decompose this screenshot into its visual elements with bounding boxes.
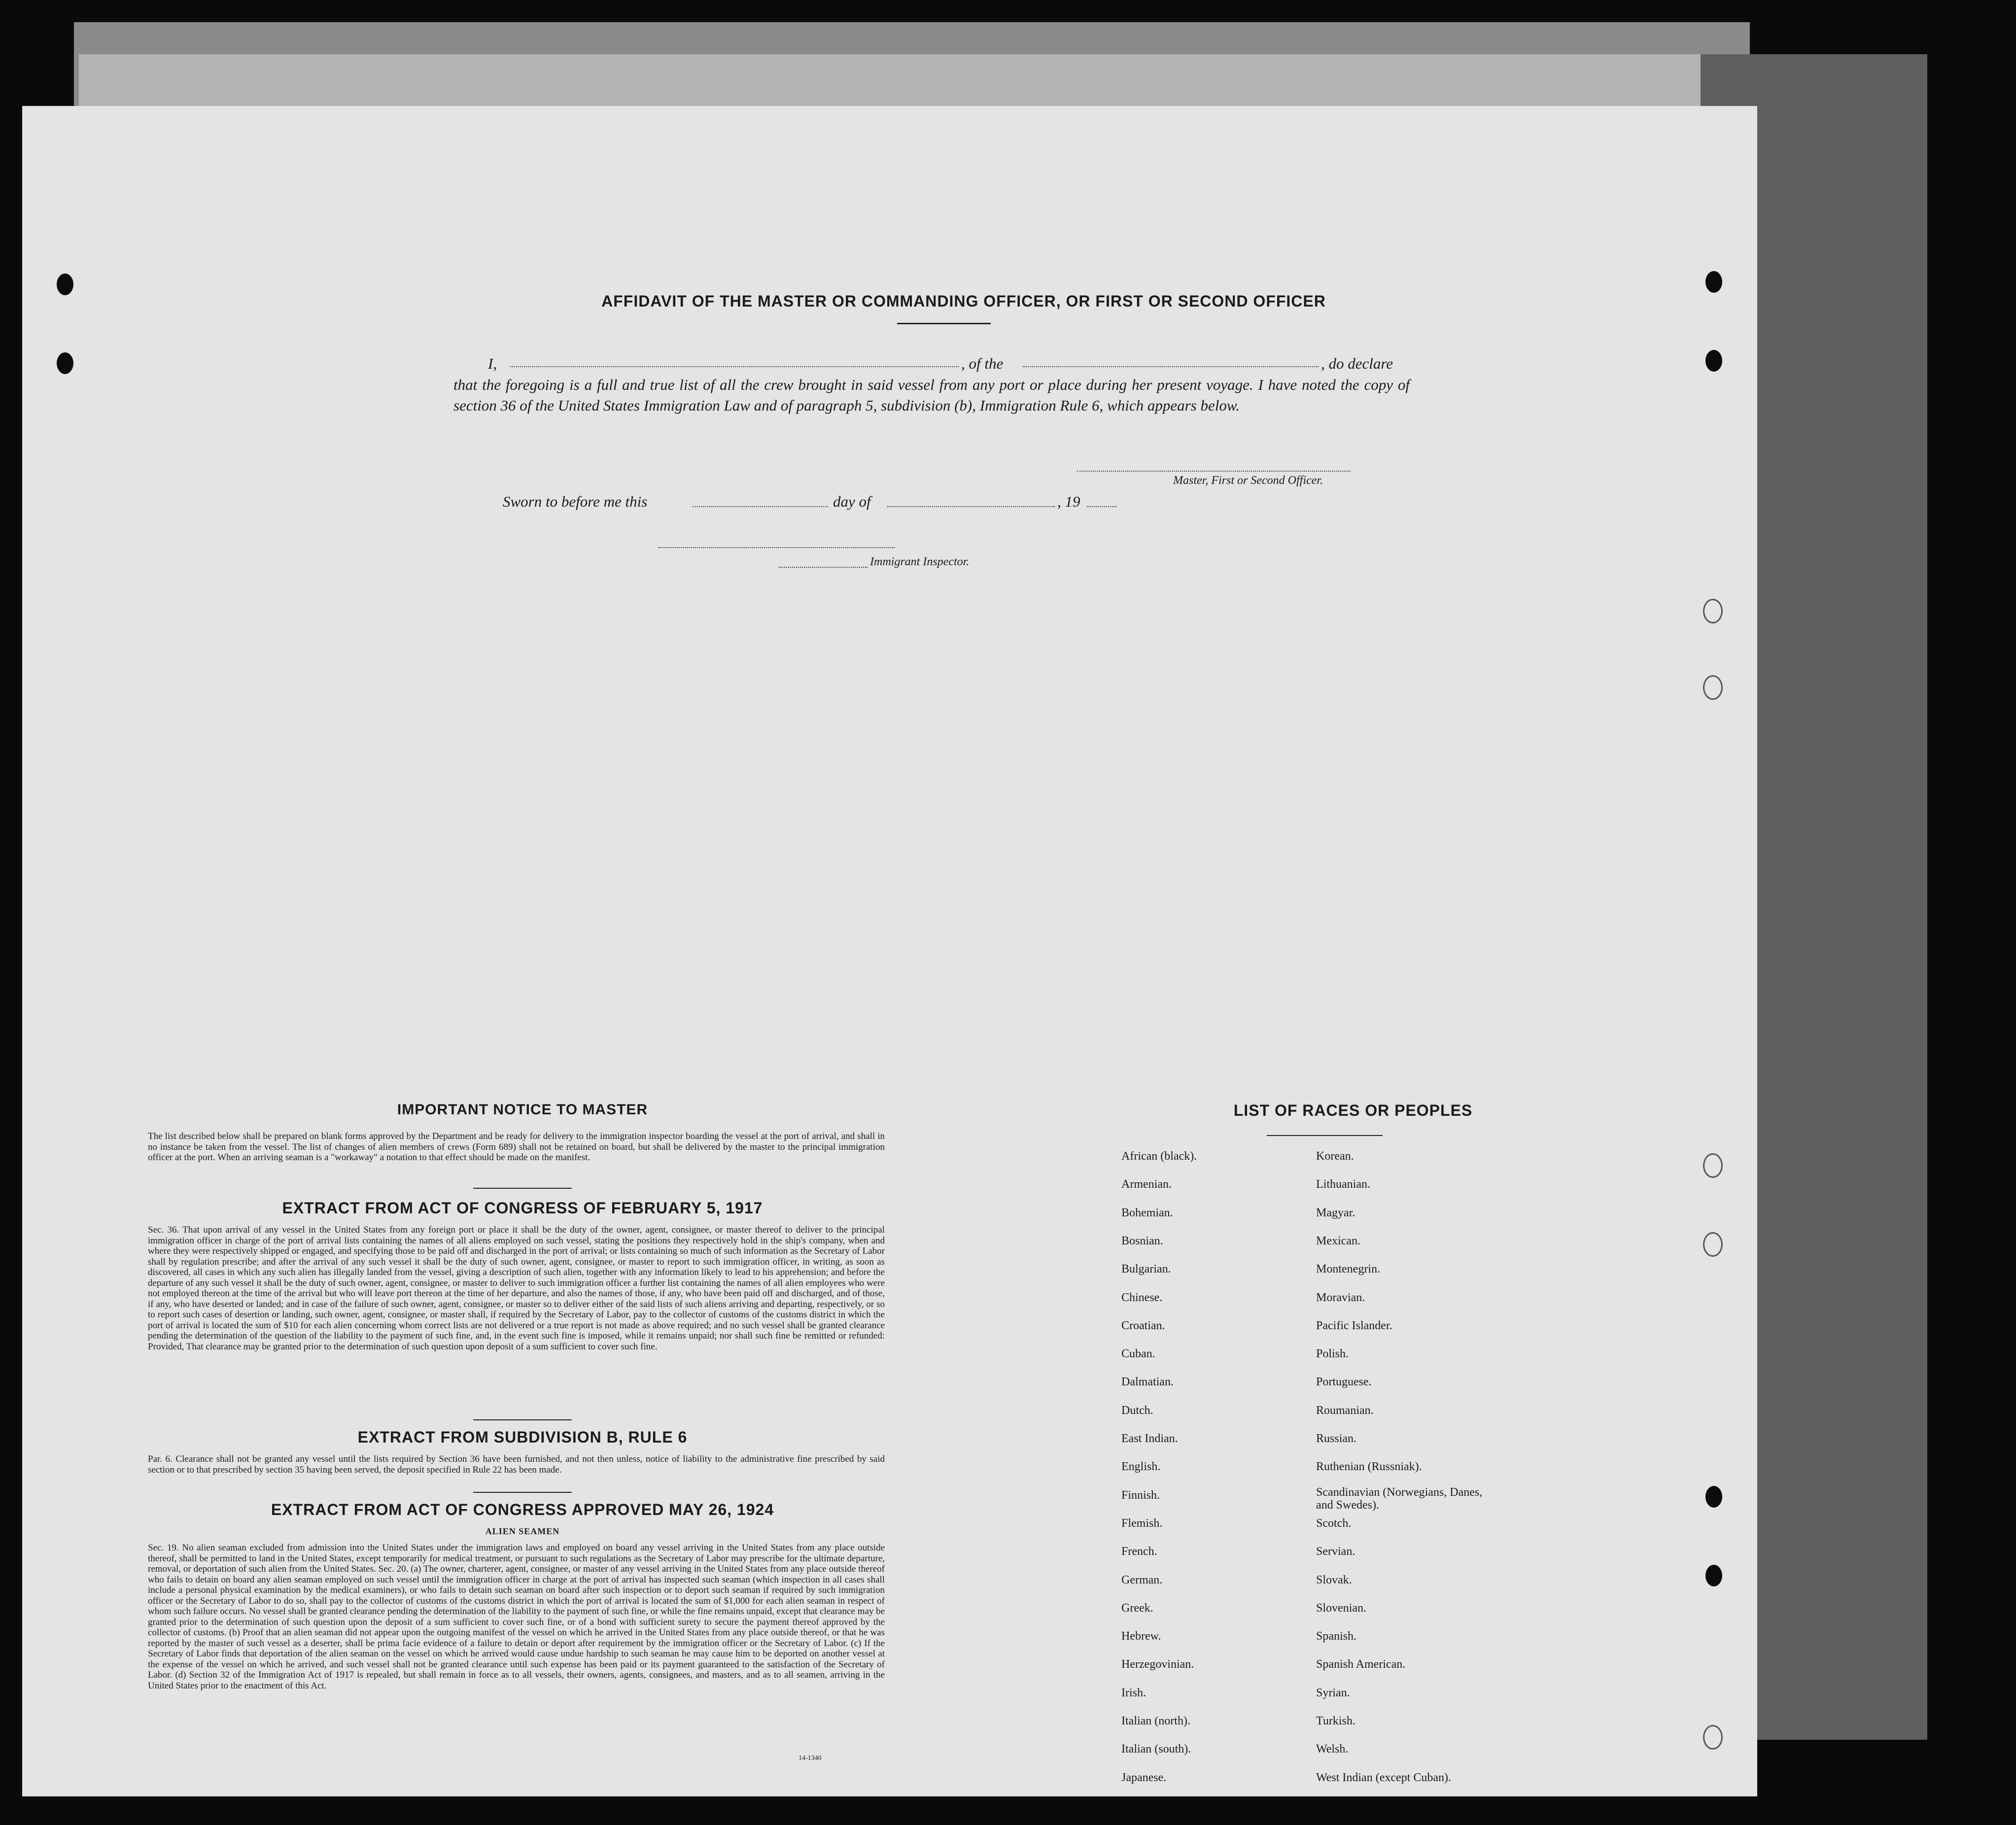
race-item: Bosnian.	[1121, 1234, 1163, 1247]
race-item: German.	[1121, 1573, 1163, 1586]
race-item: Montenegrin.	[1316, 1263, 1380, 1276]
race-item: Scandinavian (Norwegians, Danes, and Swedes).	[1316, 1485, 1483, 1512]
race-item: English.	[1121, 1460, 1161, 1474]
race-item: Korean.	[1316, 1150, 1354, 1163]
affidavit-of-the: , of the	[961, 355, 1004, 372]
race-item: Spanish American.	[1316, 1658, 1406, 1671]
race-item: Armenian.	[1121, 1178, 1172, 1191]
punch-hole	[57, 352, 73, 374]
race-item: Roumanian.	[1316, 1404, 1374, 1417]
race-item: Bohemian.	[1121, 1206, 1173, 1219]
race-item: Lithuanian.	[1316, 1178, 1370, 1191]
race-item: African (black).	[1121, 1150, 1197, 1163]
extract-1917-text: Sec. 36. That upon arrival of any vessel in the United States from any foreign port or place it shall be the duty of the owner, agent, consignee, or master thereof to deliver to the principal immigration officer in charge of the port of arrival lists containing the names of all aliens employed on such vessel, stating the positions they respectively hold in the ship's company, when and where they were respectively shipped or engaged, and specifying those to be paid off and discharged in the port of arrival; or lists containing so much of such information as the Secretary of Labor shall by regulation prescribe; and after the arrival of any such vessel it shall be the duty of such owner, agent, consignee, or master to report to such immigration officer, in writing, as soon as discovered, all cases in which any such alien has illegally landed from the vessel, giving a description of such alien, together with any information likely to lead to his apprehension; and before the departure of any such vessel it shall be the duty of such owner, agent, consignee, or master to deliver to such immigration officer a further list containing the names of all alien employees who were not employed thereon at the time of the arrival but who will leave port thereon at the time of her departure, and also the names of those, if any, who have been paid off and discharged, and of those, if any, who have deserted or landed; and in case of the failure of such owner, agent, consignee, or master so to deliver either of the said lists of such aliens arriving and departing, respectively, or so to report such cases of desertion or landing, such owner, agent, consignee, or master shall, if required by the Secretary of Labor, pay to the collector of customs of the customs district in which the port of arrival is located the sum of $10 for each alien concerning whom correct lists are not delivered or a true report is not made as above required; and no such vessel shall be granted clearance pending the determination of the question of the liability to the payment of such fine, and, in the event such fine is imposed, while it remains unpaid; nor shall such fine be remitted or refunded: Provided, That clearance may be granted prior to the determination of such question upon deposit of a sum sufficient to cover such fine.	[148, 1225, 885, 1352]
notice-title: IMPORTANT NOTICE TO MASTER	[397, 1102, 648, 1118]
master-signature-label: Master, First or Second Officer.	[1173, 474, 1323, 487]
extract-rule6-text: Par. 6. Clearance shall not be granted any vessel until the lists required by Section 36 have been furnished, and not then unless, notice of liability to the administrative fine prescribed by said section or to that prescribed by section 35 having been served, the deposit specified in Rule 22 has been made.	[148, 1454, 885, 1475]
sworn-month-field[interactable]	[887, 506, 1055, 507]
race-item: Scotch.	[1316, 1516, 1352, 1530]
race-item: Slovak.	[1316, 1573, 1352, 1586]
race-item: Spanish.	[1316, 1630, 1357, 1643]
race-item: West Indian (except Cuban).	[1316, 1771, 1451, 1784]
race-item: Ruthenian (Russniak).	[1316, 1460, 1422, 1474]
inspector-signature-field[interactable]	[658, 547, 895, 548]
sworn-prefix: Sworn to before me this	[503, 493, 648, 510]
race-item: Dalmatian.	[1121, 1376, 1174, 1389]
vessel-name-field[interactable]	[1023, 366, 1319, 367]
punch-hole	[1703, 599, 1723, 623]
race-item: Italian (north).	[1121, 1715, 1190, 1727]
master-name-field[interactable]	[510, 366, 959, 367]
race-item: Greek.	[1121, 1601, 1153, 1615]
affidavit-title: AFFIDAVIT OF THE MASTER OR COMMANDING OFFICER, OR FIRST OR SECOND OFFICER	[601, 292, 1326, 310]
race-item: Turkish.	[1316, 1715, 1356, 1727]
race-item: Syrian.	[1316, 1686, 1350, 1699]
divider	[473, 1419, 572, 1420]
race-item: Servian.	[1316, 1545, 1356, 1558]
punch-hole	[57, 274, 73, 295]
punch-hole	[1703, 1232, 1723, 1257]
extract-1917-title: EXTRACT FROM ACT OF CONGRESS OF FEBRUARY 5, 1917	[282, 1199, 763, 1217]
divider	[473, 1492, 572, 1493]
races-title: LIST OF RACES OR PEOPLES	[1233, 1102, 1473, 1119]
extract-1924-text: Sec. 19. No alien seaman excluded from admission into the United States under the immigration laws and employed on board any vessel arriving in the United States from any place outside thereof, shall be permitted to land in the United States, except temporarily for medical treatment, or pursuant to such regulations as the Secretary of Labor may prescribe for the ultimate departure, removal, or deportation of such alien from the United States. Sec. 20. (a) The owner, charterer, agent, consignee, or master of any vessel arriving in the United States from any place outside thereof who fails to detain on board any alien seaman employed on such vessel until the immigration officer in charge at the port of arrival has inspected such seaman (which inspection in all cases shall include a personal physical examination by the medical examiners), or who fails to detain such seaman on board after such inspection or to deport such seaman if required by such immigration officer or the Secretary of Labor to do so, shall pay to the collector of customs of the customs district in which the port of arrival is located the sum of $1,000 for each alien seaman in respect of whom such failure occurs. No vessel shall be granted clearance pending the determination of the liability to the payment of such fine, or while the fine remains unpaid, except that clearance may be granted prior to the determination of such question upon the deposit of a sum sufficient to cover such fine, or of a bond with sufficient surety to secure the payment thereof approved by the collector of customs. (b) Proof that an alien seaman did not appear upon the outgoing manifest of the vessel on which he arrived in the United States from any place outside thereof, or that he was reported by the master of such vessel as a deserter, shall be prima facie evidence of a failure to detain or deport after requirement by the immigration officer or the Secretary of Labor. (c) If the Secretary of Labor finds that deportation of the alien seaman on the vessel on which he arrived would cause undue hardship to such seaman he may cause him to be deported on another vessel at the expense of the vessel on which he arrived, and such vessel shall not be granted clearance until such expense has been paid or its payment guaranteed to the satisfaction of the Secretary of Labor. (d) Section 32 of the Immigration Act of 1917 is repealed, but shall remain in force as to all vessels, their owners, agents, consignees, and masters, and as to all seamen, arriving in the United States prior to the enactment of this Act.	[148, 1543, 885, 1691]
race-item: Pacific Islander.	[1316, 1319, 1392, 1332]
notice-text: The list described below shall be prepared on blank forms approved by the Department and be ready for delivery to the immigration inspector boarding the vessel at the port of arrival, and shall in no instance be taken from the vessel. The list of changes of alien members of crews (Form 689) shall not be retained on board, but shall be delivered by the master to the principal immigration officer at the port. When an arriving seaman is a "workaway" a notation to that effect should be made on the manifest.	[148, 1131, 885, 1163]
form-page	[22, 106, 1757, 1796]
race-item: Hebrew.	[1121, 1630, 1161, 1643]
race-item: Bulgarian.	[1121, 1263, 1171, 1276]
inspector-label: Immigrant Inspector.	[870, 555, 970, 568]
sworn-day-field[interactable]	[693, 506, 828, 507]
race-item: French.	[1121, 1545, 1157, 1558]
affidavit-do-declare: , do declare	[1321, 355, 1393, 372]
punch-hole	[1705, 350, 1722, 372]
race-item: Japanese.	[1121, 1771, 1167, 1784]
affidavit-i: I,	[488, 355, 497, 372]
race-item: Portuguese.	[1316, 1376, 1372, 1389]
punch-hole	[1705, 1486, 1722, 1508]
race-item: Slovenian.	[1316, 1601, 1366, 1615]
master-signature-field[interactable]	[1077, 471, 1351, 472]
divider	[473, 1188, 572, 1189]
divider	[1267, 1135, 1383, 1136]
extract-rule6-title: EXTRACT FROM SUBDIVISION B, RULE 6	[357, 1428, 688, 1446]
race-item: Dutch.	[1121, 1404, 1153, 1417]
race-item: Flemish.	[1121, 1516, 1163, 1530]
race-item: Russian.	[1316, 1432, 1357, 1445]
race-item: Herzegovinian.	[1121, 1658, 1194, 1671]
punch-hole	[1703, 1153, 1723, 1178]
divider	[897, 323, 991, 324]
sworn-day-of: day of	[833, 493, 871, 510]
punch-hole	[1705, 271, 1722, 293]
form-number: 14-1340	[799, 1755, 822, 1762]
punch-hole	[1703, 675, 1723, 700]
race-item: Moravian.	[1316, 1291, 1365, 1304]
punch-hole	[1703, 1725, 1723, 1750]
race-item: Croatian.	[1121, 1319, 1165, 1332]
race-item: Chinese.	[1121, 1291, 1163, 1304]
race-item: Irish.	[1121, 1686, 1146, 1699]
race-item: East Indian.	[1121, 1432, 1178, 1445]
race-item: Finnish.	[1121, 1488, 1160, 1502]
race-item: Magyar.	[1316, 1206, 1356, 1219]
sworn-year-field[interactable]	[1087, 506, 1116, 507]
race-item: Italian (south).	[1121, 1743, 1191, 1756]
sworn-year: , 19	[1057, 493, 1080, 510]
punch-hole	[1705, 1565, 1722, 1586]
affidavit-body: that the foregoing is a full and true list of all the crew brought in said vessel from any port or place during her present voyage. I have noted the copy of section 36 of the United States Immigration Law and of paragraph 5, subdivision (b), Immigration Rule 6, which appears below.	[453, 376, 1410, 414]
extract-1924-subtitle: ALIEN SEAMEN	[485, 1526, 560, 1536]
inspector-signature-field-short[interactable]	[779, 567, 868, 568]
race-item: Polish.	[1316, 1347, 1349, 1361]
extract-1924-title: EXTRACT FROM ACT OF CONGRESS APPROVED MAY 26, 1924	[271, 1501, 774, 1518]
race-item: Welsh.	[1316, 1743, 1349, 1756]
race-item: Cuban.	[1121, 1347, 1155, 1361]
race-item: Mexican.	[1316, 1234, 1360, 1247]
